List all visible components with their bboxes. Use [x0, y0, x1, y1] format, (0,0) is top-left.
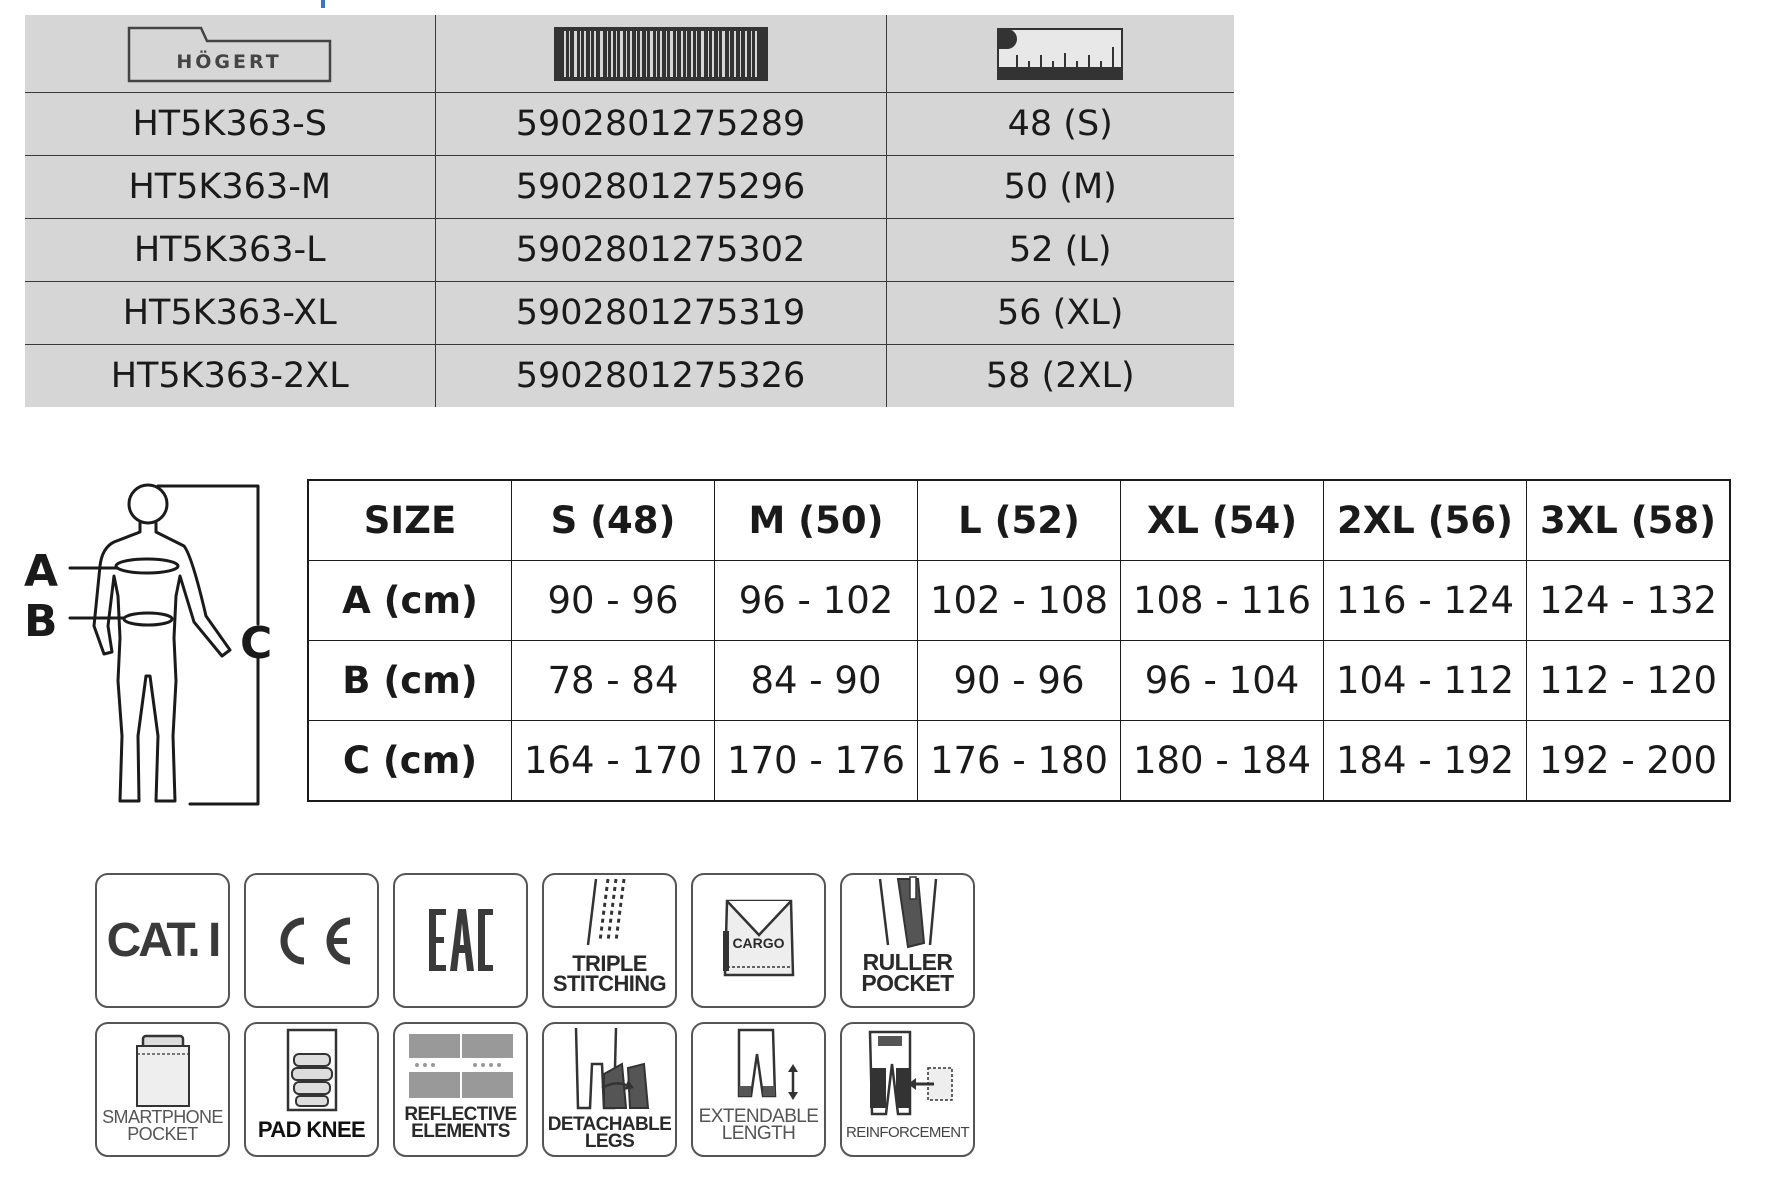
- size-cell: 124 - 132: [1527, 561, 1731, 641]
- product-code: HT5K363-2XL: [25, 345, 435, 408]
- cat-i-badge: [95, 873, 230, 1008]
- product-row: [25, 282, 1234, 345]
- size-cell: 170 - 176: [715, 721, 918, 802]
- size-cell: 90 - 96: [918, 641, 1121, 721]
- product-size: 50 (M): [886, 156, 1234, 219]
- eac-badge: [393, 873, 528, 1008]
- size-table: [307, 479, 1731, 802]
- triple-stitching-badge: [542, 873, 677, 1008]
- figure-label-b: B: [24, 596, 58, 647]
- size-row-b: [308, 641, 1730, 721]
- size-row-label: B (cm): [308, 641, 512, 721]
- reflective-elements-label: REFLECTIVE ELEMENTS: [404, 1104, 517, 1143]
- size-cell: 184 - 192: [1324, 721, 1527, 802]
- size-cell: 112 - 120: [1527, 641, 1731, 721]
- pad-knee-label: PAD KNEE: [257, 1117, 366, 1142]
- size-cell: 192 - 200: [1527, 721, 1731, 802]
- reinforcement-label: REINFORCEMENT: [845, 1124, 970, 1141]
- product-code: HT5K363-L: [25, 219, 435, 282]
- size-column-header: XL (54): [1121, 480, 1324, 561]
- size-header: [886, 15, 1234, 93]
- product-table-header: [25, 15, 1234, 93]
- barcode-icon: [554, 25, 768, 83]
- reinforcement-badge: [840, 1022, 975, 1157]
- size-cell: 164 - 170: [512, 721, 715, 802]
- product-ean: 5902801275302: [435, 219, 886, 282]
- product-code: HT5K363-M: [25, 156, 435, 219]
- size-column-header: S (48): [512, 480, 715, 561]
- product-code: HT5K363-S: [25, 93, 435, 156]
- size-cell: 84 - 90: [715, 641, 918, 721]
- ce-mark-icon: [246, 875, 377, 1006]
- figure-label-c: C: [240, 618, 273, 669]
- size-column-header: 3XL (58): [1527, 480, 1731, 561]
- smartphone-pocket-badge: [95, 1022, 230, 1157]
- product-ean: 5902801275319: [435, 282, 886, 345]
- product-row: [25, 345, 1234, 408]
- size-cell: 176 - 180: [918, 721, 1121, 802]
- feature-badges: [95, 873, 975, 1157]
- smartphone-pocket-label: SMARTPHONE POCKET: [102, 1107, 223, 1144]
- size-cell: 96 - 104: [1121, 641, 1324, 721]
- extendable-length-badge: [691, 1022, 826, 1157]
- cat-i-label: CAT. I: [106, 914, 219, 967]
- product-size: 52 (L): [886, 219, 1234, 282]
- ce-badge: [244, 873, 379, 1008]
- product-ean: 5902801275289: [435, 93, 886, 156]
- product-size: 56 (XL): [886, 282, 1234, 345]
- size-column-header: M (50): [715, 480, 918, 561]
- ruller-pocket-label: RULLER POCKET: [861, 949, 954, 997]
- size-row-label: A (cm): [308, 561, 512, 641]
- hogert-logo-icon: [127, 25, 332, 83]
- eac-mark-icon: [395, 875, 526, 1006]
- size-cell: 90 - 96: [512, 561, 715, 641]
- ean-header: [435, 15, 886, 93]
- size-row-c: [308, 721, 1730, 802]
- size-cell: 102 - 108: [918, 561, 1121, 641]
- extendable-length-label: EXTENDABLE LENGTH: [698, 1106, 819, 1145]
- brand-logo-text: HÖGERT: [176, 50, 282, 73]
- figure-label-a: A: [24, 546, 59, 597]
- size-column-header: 2XL (56): [1324, 480, 1527, 561]
- product-row: [25, 93, 1234, 156]
- size-cell: 116 - 124: [1324, 561, 1527, 641]
- cargo-label: CARGO: [732, 935, 785, 951]
- product-table: [25, 15, 1234, 407]
- product-code: HT5K363-XL: [25, 282, 435, 345]
- product-size: 48 (S): [886, 93, 1234, 156]
- accent-mark: [321, 0, 325, 8]
- size-cell: 108 - 116: [1121, 561, 1324, 641]
- size-column-header: L (52): [918, 480, 1121, 561]
- reflective-elements-badge: [393, 1022, 528, 1157]
- pad-knee-badge: [244, 1022, 379, 1157]
- product-row: [25, 219, 1234, 282]
- detachable-legs-badge: [542, 1022, 677, 1157]
- product-row: [25, 156, 1234, 219]
- product-ean: 5902801275296: [435, 156, 886, 219]
- size-cell: 104 - 112: [1324, 641, 1527, 721]
- ruler-icon: [997, 27, 1123, 81]
- product-size: 58 (2XL): [886, 345, 1234, 408]
- product-code-header: [25, 15, 435, 93]
- body-measurement-figure: [22, 476, 282, 816]
- cargo-pocket-badge: [691, 873, 826, 1008]
- size-table-header: [308, 480, 1730, 561]
- ruller-pocket-badge: [840, 873, 975, 1008]
- size-cell: 96 - 102: [715, 561, 918, 641]
- size-cell: 180 - 184: [1121, 721, 1324, 802]
- size-row-a: [308, 561, 1730, 641]
- size-row-label: C (cm): [308, 721, 512, 802]
- triple-stitching-label: TRIPLE STITCHING: [552, 951, 667, 997]
- size-cell: 78 - 84: [512, 641, 715, 721]
- size-column-header: SIZE: [308, 480, 512, 561]
- product-ean: 5902801275326: [435, 345, 886, 408]
- detachable-legs-label: DETACHABLE LEGS: [547, 1114, 672, 1153]
